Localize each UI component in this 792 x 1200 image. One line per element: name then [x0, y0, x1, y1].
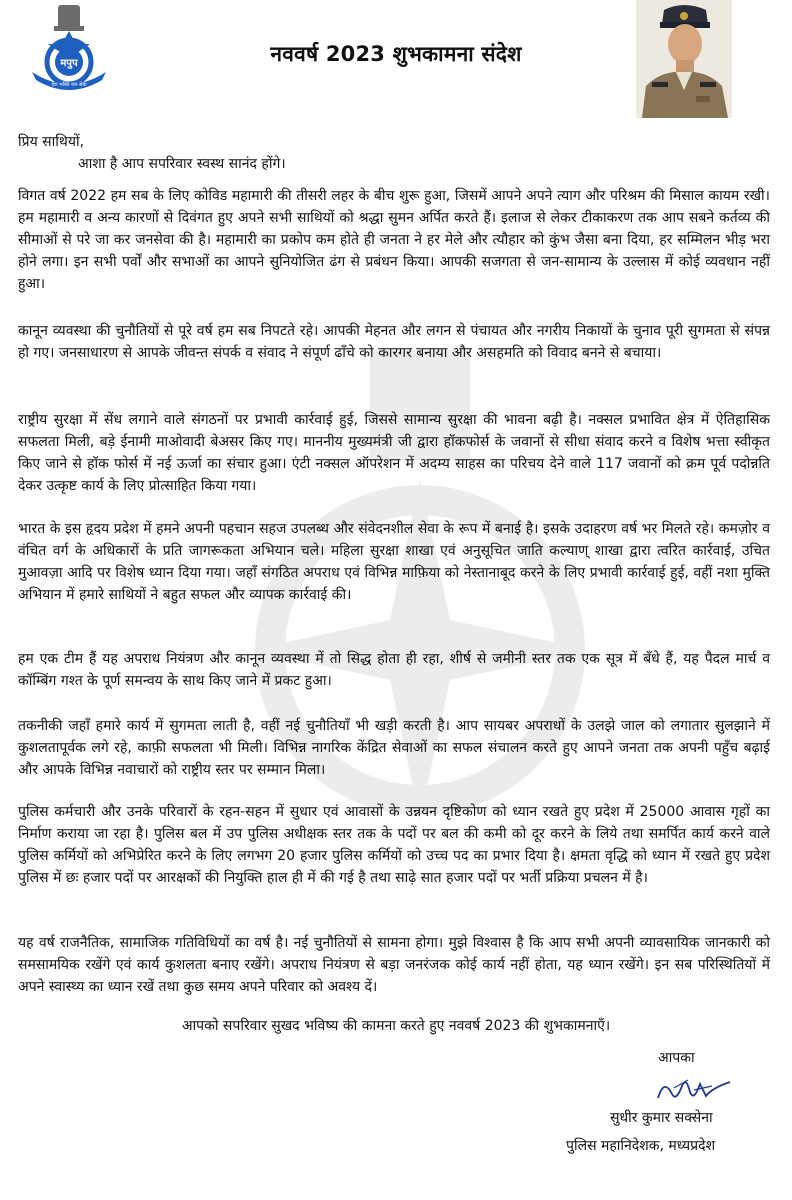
letter-paragraph: तकनीकी जहाँ हमारे कार्य में सुगमता लाती है, वहीं नई चुनौतियाँ भी खड़ी करती है। आप सायबर अपराधों के उलझे जाल को लगातार सुलझाने में कुशलतापूर्वक लगे रहे, काफ़ी सफलता भी मिली। विभिन्न नागरिक केंद्रित सेवाओं का सफल संचालन करते हुए आपने जनता तक अपनी पहुँच बढ़ाई और आपके विभिन्न नवाचारों को राष्ट्रीय स्तर पर सम्मान मिला।	[18, 718, 770, 778]
page-title: नववर्ष 2023 शुभकामना संदेश	[270, 42, 522, 66]
letter-paragraph: भारत के इस हृदय प्रदेश में हमने अपनी पहचान सहज उपलब्ध और संवेदनशील सेवा के रूप में बनाई है। इसके उदाहरण वर्ष भर मिलते रहे। कमज़ोर व वंचित वर्ग के अधिकारों के प्रति जागरूकता अभियान चले। महिला सुरक्षा शाखा एवं अनुसूचित जाति कल्याण् शाखा द्वारा त्वरित कार्रवाई, उचित मुआवज़ा आदि पर विशेष ध्यान दिया गया। जहाँ संगठित अपराध एवं विभिन्न माफ़िया को नेस्तानाबूद करने के लिए प्रभावी कार्रवाई हुई, वहीं नशा मुक्ति अभियान में हमारे साथियों ने बहुत सफल और व्यापक कार्रवाई की।	[18, 521, 770, 603]
svg-text:मपुप: मपुप	[60, 58, 78, 69]
letter-paragraph: राष्ट्रीय सुरक्षा में सेंध लगाने वाले संगठनों पर प्रभावी कार्रवाई हुई, जिससे सामान्य सुरक्षा की भावना बढ़ी है। नक्सल प्रभावित क्षेत्र में ऐतिहासिक सफलता मिली, बड़े ईनामी माओवादी बेअसर किए गए। माननीय मुख्यमंत्री जी द्वारा हॉकफोर्स के जवानों से सीधा संवाद करने व विशेष भत्ता स्वीकृत किए जाने से हॉक फोर्स में नई ऊर्जा का संचार हुआ। एंटी नक्सल ऑपरेशन में अदम्य साहस का परिचय देने वाले 117 जवानों को क्रम पूर्व पदोन्नति देकर उत्कृष्ट कार्य के लिए प्रोत्साहित किया गया।	[18, 412, 770, 494]
salutation: प्रिय साथियों,	[18, 134, 85, 150]
letter-paragraph: पुलिस कर्मचारी और उनके परिवारों के रहन-सहन में सुधार एवं आवासों के उन्नयन दृष्टिकोण को ध्यान रखते हुए प्रदेश में 25000 आवास गृहों का निर्माण कराया जा रहा है। पुलिस बल में उप पुलिस अधीक्षक स्तर तक के पदों पर बल की कमी को दूर करने के लिये तथा समर्पित कार्य करने वाले पुलिस कर्मियों को अभिप्रेरित करने के लिए लगभग 20 हजार पुलिस कर्मियों को उच्च पद का प्रभार दिया है। क्षमता वृद्धि को ध्यान में रखते हुए प्रदेश पुलिस में छः हजार पदों पर आरक्षकों की नियुक्ति हाल ही में की गई है तथा साढ़े सात हजार पदों पर भर्ती प्रक्रिया प्रचलन में है।	[18, 804, 770, 886]
svg-text:देश भक्ति जन सेवा: देश भक्ति जन सेवा	[51, 82, 87, 88]
signatory-name: सुधीर कुमार सक्सेना	[610, 1110, 713, 1126]
signatory-title: पुलिस महानिदेशक, मध्यप्रदेश	[566, 1138, 716, 1154]
officer-portrait-icon	[636, 0, 732, 118]
closing-wish: आपको सपरिवार सुखद भविष्य की कामना करते हुए नववर्ष 2023 की शुभकामनाएँ।	[181, 1018, 611, 1034]
letter-paragraph: कानून व्यवस्था की चुनौतियों से पूरे वर्ष हम सब निपटते रहे। आपकी मेहनत और लगन से पंचायत और नगरीय निकायों के चुनाव पूरी सुगमता से संपन्न हो गए। जनसाधारण से आपके जीवन्त संपर्क व संवाद ने संपूर्ण ढाँचे को कारगर बनाया और असहमति को विवाद बनने से बचाया।	[18, 323, 770, 361]
letter-paragraph: यह वर्ष राजनैतिक, सामाजिक गतिविधियों का वर्ष है। नई चुनौतियों से सामना होगा। मुझे विश्वास है कि आप सभी अपनी व्यावसायिक जानकारी को समसामयिक रखेंगे एवं कार्य कुशलता बनाए रखेंगे। अपराध नियंत्रण से बड़ा जनरंजक कोई कार्य नहीं होता, यह ध्यान रखेंगे। इन सब परिस्थितियों में अपने स्वास्थ्य का ध्यान रखें तथा कुछ समय अपने परिवार को अवश्य दें।	[18, 935, 770, 995]
handwritten-signature-icon	[654, 1068, 734, 1106]
greeting-line: आशा है आप सपरिवार स्वस्थ सानंद होंगे।	[78, 156, 286, 172]
letter-paragraph: विगत वर्ष 2022 हम सब के लिए कोविड महामारी की तीसरी लहर के बीच शुरू हुआ, जिसमें आपने अपने त्याग और परिश्रम की मिसाल कायम रखी। हम महामारी व अन्य कारणों से दिवंगत हुए अपने सभी साथियों को श्रद्धा सुमन अर्पित करते हैं। इलाज से लेकर टीकाकरण तक आप सबने कर्तव्य की सीमाओं से परे जा कर जनसेवा की है। महामारी का प्रकोप कम होते ही जनता ने हर मेले और त्यौहार को कुंभ जैसा बना दिया, हर सम्मिलन भीड़ भरा होने लगा। इन सभी पर्वों और सभाओं का आपने सुनियोजित ढंग से प्रबंधन किया। आपकी सजगता से जन-सामान्य के उल्लास में कोई व्यवधान नहीं हुआ।	[18, 188, 770, 292]
letter-paragraph: हम एक टीम हैं यह अपराध नियंत्रण और कानून व्यवस्था में तो सिद्ध होता ही रहा, शीर्ष से जमीनी स्तर तक एक सूत्र में बँधे हैं, यह पैदल मार्च व कॉम्बिंग गश्त के पूर्ण समन्वय के साथ किए जाने में प्रकट हुआ।	[18, 651, 770, 689]
yours-label: आपका	[658, 1050, 695, 1066]
